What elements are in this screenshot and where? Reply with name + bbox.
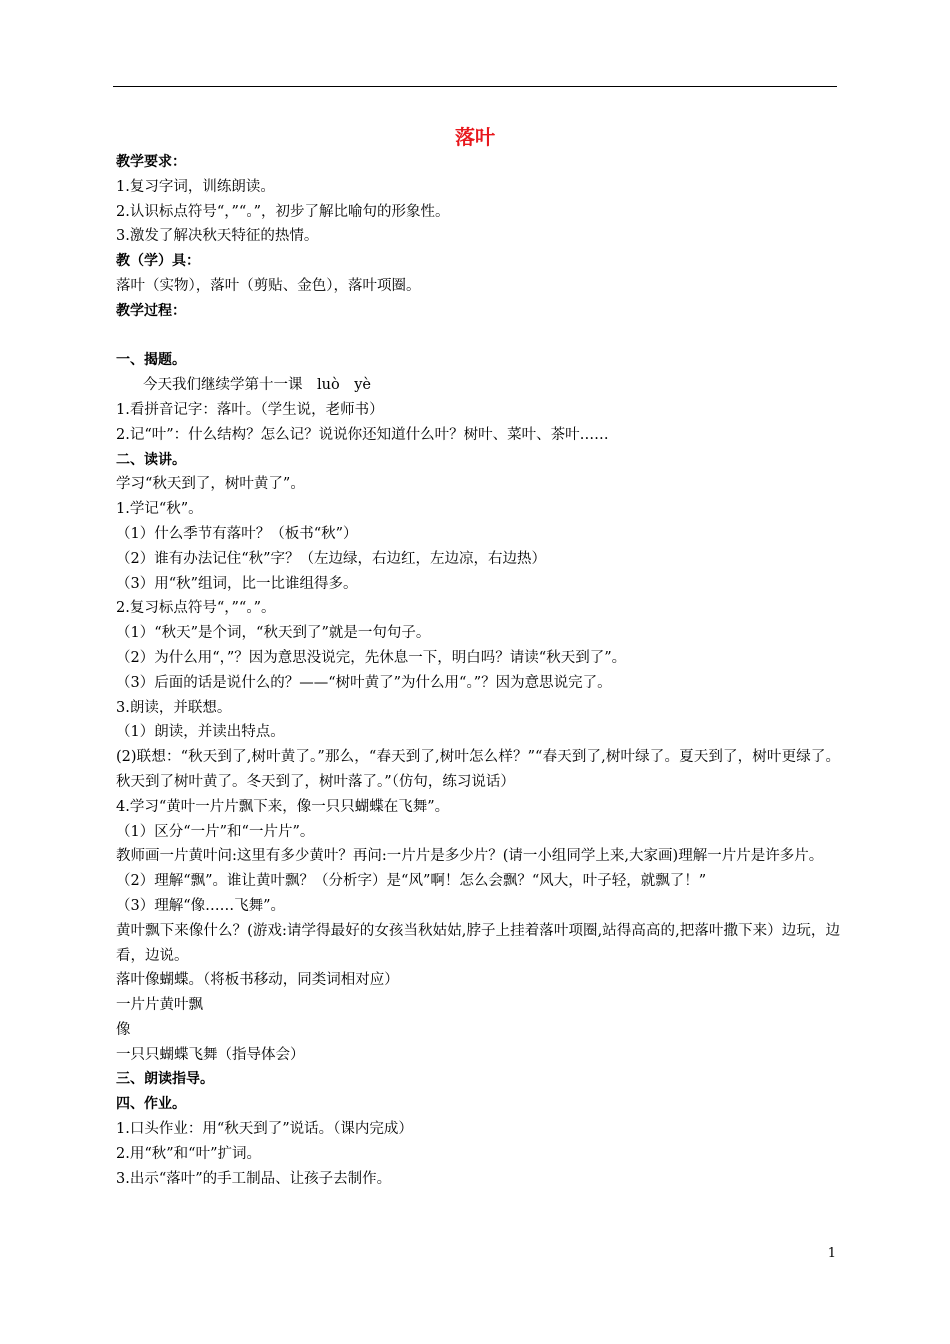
paragraph: 1.看拼音记字：落叶。（学生说，老师书） [116, 401, 384, 418]
document-body [116, 150, 840, 1191]
paragraph: （1）朗读，并读出特点。 [116, 724, 285, 741]
section-heading-3: 三、朗读指导。 [116, 1071, 214, 1088]
paragraph: 3.出示“落叶”的手工制品、让孩子去制作。 [116, 1170, 392, 1187]
paragraph: 像 [116, 1021, 131, 1038]
paragraph: 2.认识标点符号“，”“。”，初步了解比喻句的形象性。 [116, 203, 450, 220]
paragraph: 1.学记“秋”。 [116, 501, 203, 518]
paragraph: （2）谁有办法记住“秋”字？（左边绿，右边红，左边凉，右边热） [116, 550, 547, 567]
paragraph: 4.学习“黄叶一片片飘下来，像一只只蝴蝶在飞舞”。 [116, 798, 450, 815]
paragraph: 3.激发了解决秋天特征的热情。 [116, 228, 319, 245]
heading-requirements: 教学要求： [116, 154, 186, 170]
paragraph: (2)联想：“秋天到了,树叶黄了。”那么，“春天到了,树叶怎么样？”“春天到了,树叶绿了。夏天到了，树叶更绿了。秋天到了树叶黄了。冬天到了，树叶落了。”（仿句，练习说话） [116, 749, 840, 790]
paragraph: 3.朗读，并联想。 [116, 699, 232, 716]
paragraph: （1）“秋天”是个词，“秋天到了”就是一句句子。 [116, 625, 431, 642]
paragraph: （2）理解“飘”。谁让黄叶飘？（分析字）是“风”啊！怎么会飘？“风大，叶子轻，就飘了！” [116, 873, 707, 890]
paragraph: 教师画一片黄叶问:这里有多少黄叶？再问:一片片是多少片？(请一小组同学上来,大家画)理解一片片是许多片。 [116, 848, 824, 865]
paragraph: （1）什么季节有落叶？（板书“秋”） [116, 525, 358, 542]
paragraph: （3）理解“像……飞舞”。 [116, 897, 286, 914]
page-number: 1 [827, 1246, 836, 1261]
heading-process: 教学过程： [116, 302, 186, 319]
paragraph: 今天我们继续学第十一课 luò yè [143, 377, 371, 394]
paragraph: 2.记“叶”：什么结构？怎么记？说说你还知道什么叶？树叶、菜叶、茶叶…… [116, 426, 609, 443]
paragraph: （3）用“秋”组词，比一比谁组得多。 [116, 575, 358, 592]
paragraph: 落叶像蝴蝶。（将板书移动，同类词相对应） [116, 972, 399, 989]
paragraph: 1.复习字词，训练朗读。 [116, 178, 275, 195]
paragraph: （3）后面的话是说什么的？——“树叶黄了”为什么用“。”？因为意思说完了。 [116, 674, 612, 691]
paragraph: 落叶（实物），落叶（剪贴、金色），落叶项圈。 [116, 277, 421, 294]
paragraph: 1.口头作业：用“秋天到了”说话。（课内完成） [116, 1121, 413, 1138]
paragraph: 2.用“秋”和“叶”扩词。 [116, 1145, 261, 1162]
paragraph: 学习“秋天到了，树叶黄了”。 [116, 476, 305, 493]
document-title: 落叶 [455, 125, 495, 149]
section-heading-1: 一、揭题。 [116, 352, 186, 369]
paragraph: 黄叶飘下来像什么？(游戏:请学得最好的女孩当秋姑姑,脖子上挂着落叶项圈,站得高高的,把落叶撒下来）边玩，边看，边说。 [116, 922, 840, 964]
blank-line [116, 324, 840, 349]
paragraph: （2）为什么用“，”？因为意思没说完，先休息一下，明白吗？请读“秋天到了”。 [116, 649, 627, 666]
section-heading-4: 四、作业。 [116, 1096, 186, 1113]
paragraph: 2.复习标点符号“，”“。”。 [116, 600, 276, 617]
header-rule [113, 86, 837, 87]
paragraph: 一只只蝴蝶飞舞（指导体会） [116, 1046, 305, 1063]
paragraph: 一片片黄叶飘 [116, 997, 203, 1014]
heading-materials: 教（学）具： [116, 253, 200, 270]
paragraph: （1）区分“一片”和“一片片”。 [116, 823, 315, 840]
section-heading-2: 二、读讲。 [116, 451, 186, 468]
